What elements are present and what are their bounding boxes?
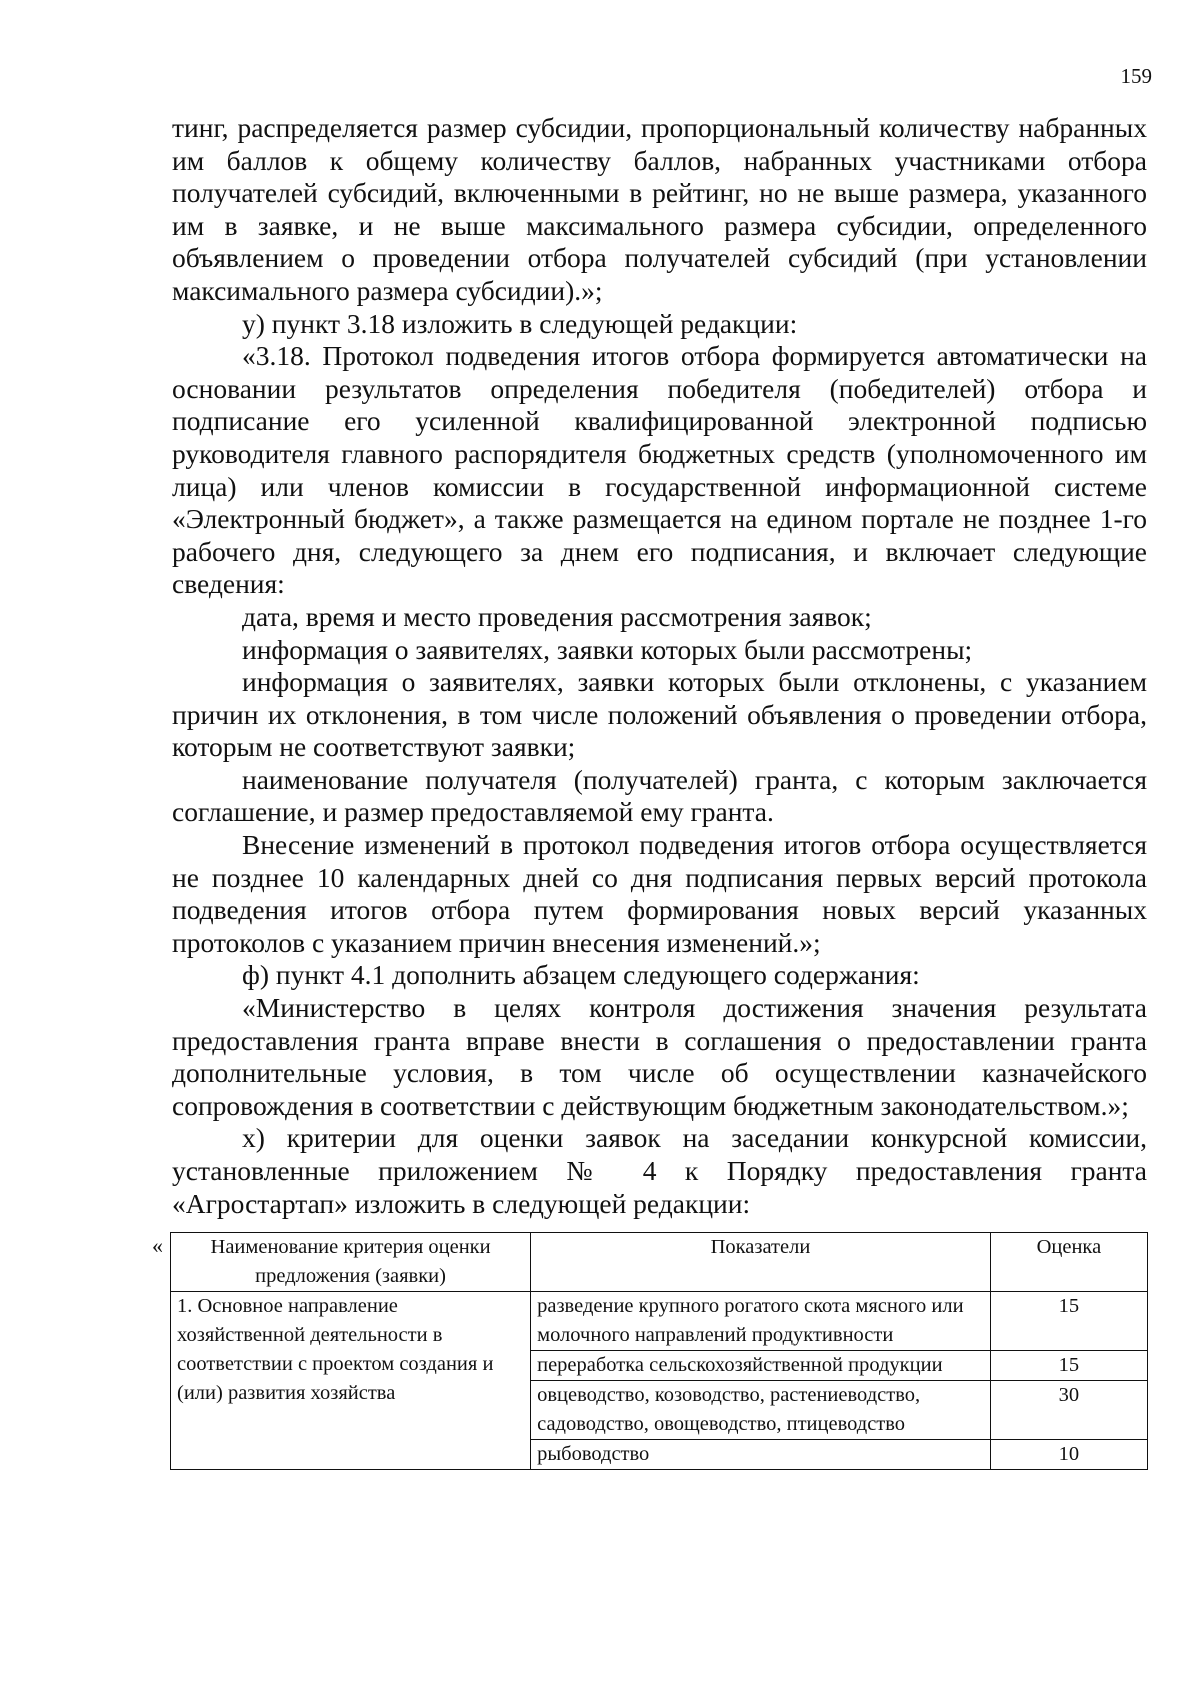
header-score: Оценка [990,1233,1147,1292]
paragraph-3-18: «3.18. Протокол подведения итогов отбора формируется автоматически на основании результатов определения победителя (победителей) отбора и подписание его усиленной квалифицированной электронной подписью руководителя главного распорядителя бюджетных средств (уполномоченного им лица) или членов комиссии в государственной информационной системе «Электронный бюджет», а также размещается на едином портале не позднее 1-го рабочего дня, следующего за днем его подписания, и включает следующие сведения: [172,340,1147,600]
paragraph-ministry: «Министерство в целях контроля достижения значения результата предоставления гранта вправе внести в соглашения о предоставлении гранта дополнительные условия, в том числе об осуществлении казначейского сопровождения в соответствии с действующим бюджетным законодательством.»; [172,992,1147,1121]
paragraph-item-kh: х) критерии для оценки заявок на заседании конкурсной комиссии, установленные приложением № 4 к Порядку предоставления гранта «Агростартап» изложить в следующей редакции: [172,1122,1147,1219]
paragraph-list-item: информация о заявителях, заявки которых были рассмотрены; [242,633,973,665]
paragraph-list-item: наименование получателя (получателей) гранта, с которым заключается соглашение, и размер предоставляемой ему гранта. [172,763,1147,828]
paragraph-item-f: ф) пункт 4.1 дополнить абзацем следующего содержания: [242,959,920,991]
indicator-cell: переработка сельскохозяйственной продукции [531,1351,991,1381]
indicator-cell: разведение крупного рогатого скота мясного или молочного направлений продуктивности [531,1292,991,1351]
table-row [171,1292,1148,1351]
score-cell: 15 [990,1351,1147,1381]
header-criterion: Наименование критерия оценки предложения (заявки) [171,1233,531,1292]
criteria-table [170,1232,1148,1470]
body-text [172,112,1147,1220]
paragraph-list-item: дата, время и место проведения рассмотрения заявок; [242,600,872,632]
paragraph-item-u: у) пункт 3.18 изложить в следующей редакции: [242,307,798,339]
criterion-cell: 1. Основное направление хозяйственной деятельности в соответствии с проектом создания и (или) развития хозяйства [171,1292,531,1470]
score-cell: 10 [990,1440,1147,1470]
paragraph-list-item: информация о заявителях, заявки которых были отклонены, с указанием причин их отклонения, в том числе положений объявления о проведении отбора, которым не соответствуют заявки; [172,666,1147,763]
paragraph-protocol-changes: Внесение изменений в протокол подведения итогов отбора осуществляется не позднее 10 календарных дней со дня подписания первых версий протокола подведения итогов отбора путем формирования новых версий указанных протоколов с указанием причин внесения изменений.»; [172,829,1147,958]
indicator-cell: овцеводство, козоводство, растениеводство, садоводство, овощеводство, птицеводство [531,1381,991,1440]
score-cell: 15 [990,1292,1147,1351]
paragraph-continuation: тинг, распределяется размер субсидии, пропорциональный количеству набранных им баллов к общему количеству баллов, набранных участниками отбора получателей субсидий, включенными в рейтинг, но не выше размера, указанного им в заявке, и не выше максимального размера субсидии, определенного объявлением о проведении отбора получателей субсидий (при установлении максимального размера субсидии).»; [172,112,1147,306]
page-number: 159 [1120,64,1152,88]
indicator-cell: рыбоводство [531,1440,991,1470]
table-open-quote: « [152,1233,163,1258]
header-indicators: Показатели [531,1233,991,1292]
score-cell: 30 [990,1381,1147,1440]
table-header-row [171,1233,1148,1292]
